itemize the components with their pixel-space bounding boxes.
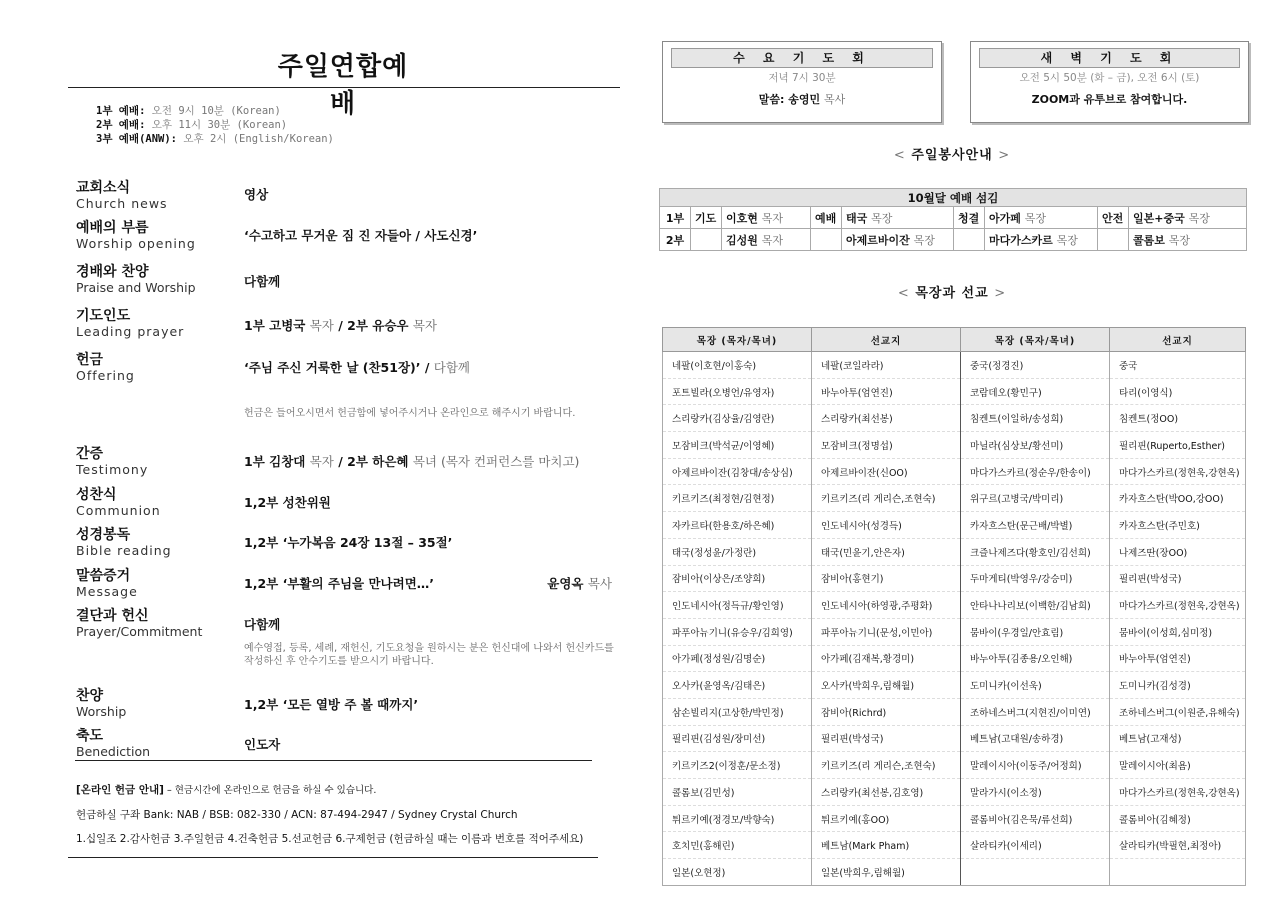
- table-row: [663, 832, 1246, 859]
- table-cell: 도미니카(이선욱): [961, 672, 1110, 699]
- table-row: [663, 752, 1246, 779]
- table-cell: 파푸아뉴기니(문성,이민아): [812, 618, 961, 645]
- table-cell: 인도네시아(성경득): [812, 512, 961, 539]
- table-cell: 키르키즈(리 게리슨,조현숙): [812, 752, 961, 779]
- table-cell: 카자흐스탄(문근배/박별): [961, 512, 1110, 539]
- table-cell: 베트남(고대원/송하경): [961, 725, 1110, 752]
- online-giving: [온라인 헌금 안내] – 현금시간에 온라인으로 헌금을 하실 수 있습니다. 헌금하실 구좌 Bank: NAB / BSB: 082-330 / ACN: 87-494-2947 / Sydney Crystal Church 1.십일조 2.감사헌금 3.주일헌금 4.건축헌금 5.선교헌금 6.구제헌금 (헌금하실 때는 이름과 번호를 적어주세요): [76, 784, 584, 845]
- table-cell: 말레이시아(최욤): [1110, 752, 1246, 779]
- table-cell: 바누아투(엄연진): [1110, 645, 1246, 672]
- table-cell: 인도네시아(정득규/황인영): [663, 592, 812, 619]
- table-cell: 중국: [1110, 352, 1246, 379]
- offering-note: 헌금은 들어오시면서 헌금함에 넣어주시거나 온라인으로 해주시기 바랍니다.: [244, 408, 576, 419]
- table-cell: 말라가시(이소정): [961, 779, 1110, 806]
- table-cell: [961, 859, 1110, 886]
- table-cell: 태국(정성윤/가정란): [663, 538, 812, 565]
- table-row: [663, 725, 1246, 752]
- table-cell: 태국(민윤기,안은자): [812, 538, 961, 565]
- table-cell: 카자흐스탄(주민호): [1110, 512, 1246, 539]
- table-cell: 크즐나제즈다(황호인/김선희): [961, 538, 1110, 565]
- table-cell: 안타나나리보(이백한/김남희): [961, 592, 1110, 619]
- table-cell: 뭄바이(이성희,심미정): [1110, 618, 1246, 645]
- table-row: 1부 기도 이호현 목자 예배 태국 목장 청결 아가페 목장 안전 일본+중국 목장: [660, 207, 1247, 229]
- table-row: 2부 김성원 목자 아제르바이잔 목장 마다가스카르 목장 콜롬보 목장: [660, 229, 1247, 251]
- table-cell: 베트남(고재성): [1110, 725, 1246, 752]
- table-cell: 바누아투(엄연진): [812, 378, 961, 405]
- table-row: [663, 592, 1246, 619]
- divider: [75, 760, 592, 761]
- table-row: [663, 698, 1246, 725]
- table-cell: 네팔(코일라라): [812, 352, 961, 379]
- table-cell: 아제르바이잔(김창대/송상심): [663, 458, 812, 485]
- table-cell: 마다가스카르(정순우/한송이): [961, 458, 1110, 485]
- table-cell: 중국(정경진): [961, 352, 1110, 379]
- column-header: 선교지: [812, 328, 961, 352]
- table-cell: 오사카(박희우,림해월): [812, 672, 961, 699]
- wednesday-prayer-box: 수 요 기 도 회 저녁 7시 30분 말씀: 송영민 목사: [662, 41, 942, 123]
- table-cell: 모잠비크(박석균/이영혜): [663, 432, 812, 459]
- table-cell: 파푸아뉴기니(유승우/김희영): [663, 618, 812, 645]
- table-cell: 포트빌라(오병언/유영자): [663, 378, 812, 405]
- table-row: [663, 779, 1246, 806]
- table-row: [663, 485, 1246, 512]
- table-cell: [1110, 859, 1246, 886]
- table-cell: 키르키즈2(이정훈/문소정): [663, 752, 812, 779]
- table-cell: 스리랑카(최선봉): [812, 405, 961, 432]
- table-cell: 콜롬비아(김은묵/류선희): [961, 805, 1110, 832]
- table-cell: 살라티카(이세리): [961, 832, 1110, 859]
- table-cell: 뭄바이(우경일/안효림): [961, 618, 1110, 645]
- table-row: [663, 352, 1246, 379]
- table-cell: 잠비아(홍현기): [812, 565, 961, 592]
- mission-table: [662, 327, 1246, 886]
- table-row: [663, 512, 1246, 539]
- table-cell: 필리핀(박성국): [1110, 565, 1246, 592]
- service-table-caption: 10월달 예배 섬김: [660, 189, 1247, 207]
- preacher: 윤영옥 목사: [547, 576, 612, 591]
- table-cell: 삼손빌리지(고상한/박민정): [663, 698, 812, 725]
- table-row: [663, 618, 1246, 645]
- service-table: [659, 188, 1247, 251]
- table-cell: 튀르키예(홍OO): [812, 805, 961, 832]
- table-cell: 타리(이영식): [1110, 378, 1246, 405]
- page-title: 주일연합예배: [277, 52, 409, 119]
- table-cell: 마다가스카르(정현욱,강현옥): [1110, 779, 1246, 806]
- table-cell: 키르키즈(최정현/김현정): [663, 485, 812, 512]
- table-cell: 조하네스버그(이원준,유해숙): [1110, 698, 1246, 725]
- table-cell: 두마게티(박영우/강승미): [961, 565, 1110, 592]
- table-cell: 아제르바이잔(신OO): [812, 458, 961, 485]
- table-cell: 일본(박희우,림해월): [812, 859, 961, 886]
- table-cell: 키르키즈(리 게리슨,조현숙): [812, 485, 961, 512]
- table-cell: 침켄트(정OO): [1110, 405, 1246, 432]
- table-cell: 일본(오현정): [663, 859, 812, 886]
- table-cell: 카자흐스탄(박OO,강OO): [1110, 485, 1246, 512]
- table-row: [663, 805, 1246, 832]
- dawn-prayer-title: 새 벽 기 도 회: [979, 48, 1240, 68]
- divider: [68, 857, 598, 858]
- column-header: 선교지: [1110, 328, 1246, 352]
- table-row: [663, 645, 1246, 672]
- table-cell: 콜롬비아(김혜정): [1110, 805, 1246, 832]
- table-cell: 튀르키예(정경모/박향숙): [663, 805, 812, 832]
- service-heading: < 주일봉사안내 >: [893, 148, 1011, 163]
- table-cell: 마다가스카르(정현욱,강현옥): [1110, 592, 1246, 619]
- table-cell: 네팔(이호현/이홍숙): [663, 352, 812, 379]
- divider: [68, 87, 620, 88]
- table-cell: 필리핀(박성국): [812, 725, 961, 752]
- table-row: [663, 405, 1246, 432]
- table-cell: 스리랑카(김상율/김영란): [663, 405, 812, 432]
- table-cell: 바누아투(김종용/오인해): [961, 645, 1110, 672]
- table-cell: 호치민(홍해린): [663, 832, 812, 859]
- table-cell: 필리핀(Ruperto,Esther): [1110, 432, 1246, 459]
- table-cell: 오사카(윤영옥/김태은): [663, 672, 812, 699]
- table-cell: 잠비아(Richrd): [812, 698, 961, 725]
- table-cell: 인도네시아(하영광,주평화): [812, 592, 961, 619]
- table-cell: 코람데오(황민구): [961, 378, 1110, 405]
- wednesday-prayer-title: 수 요 기 도 회: [671, 48, 933, 68]
- table-cell: 마닐라(심상보/황선미): [961, 432, 1110, 459]
- table-cell: 조하네스버그(지현진/이미연): [961, 698, 1110, 725]
- dawn-prayer-box: 새 벽 기 도 회 오전 5시 50분 (화 – 금), 오전 6시 (토) ZOOM과 유투브로 참여합니다.: [970, 41, 1249, 123]
- table-cell: 아가페(김재복,황경미): [812, 645, 961, 672]
- table-row: [663, 565, 1246, 592]
- table-row: [663, 672, 1246, 699]
- table-cell: 나제즈딴(장OO): [1110, 538, 1246, 565]
- table-cell: 아가페(정성원/김명순): [663, 645, 812, 672]
- table-cell: 도미니카(김성경): [1110, 672, 1246, 699]
- service-time-1: 1부 예배: 오전 9시 10분 (Korean): [96, 105, 281, 117]
- service-times: [96, 104, 334, 146]
- table-cell: 위구르(고병국/박미리): [961, 485, 1110, 512]
- service-time-3: 3부 예배(ANW): 오후 2시 (English/Korean): [96, 133, 334, 145]
- table-cell: 마다가스카르(정현욱,강현옥): [1110, 458, 1246, 485]
- table-row: [663, 378, 1246, 405]
- table-row: [663, 432, 1246, 459]
- service-time-2: 2부 예배: 오후 11시 30분 (Korean): [96, 119, 288, 131]
- table-row: [663, 458, 1246, 485]
- column-header: 목장 (목자/목녀): [961, 328, 1110, 352]
- mission-heading: < 목장과 선교 >: [897, 286, 1007, 301]
- commitment-note: 예수영접, 등록, 세례, 재헌신, 기도요청을 원하시는 분은 헌신대에 나와서 헌신카드를 작성하신 후 안수기도를 받으시기 바랍니다.: [244, 643, 614, 667]
- column-header: 목장 (목자/목녀): [663, 328, 812, 352]
- table-cell: 스리랑카(최선봉,김호영): [812, 779, 961, 806]
- table-cell: 살라티카(박필현,최정아): [1110, 832, 1246, 859]
- table-cell: 자카르타(한용호/하은혜): [663, 512, 812, 539]
- table-cell: 필리핀(김성원/장미선): [663, 725, 812, 752]
- table-cell: 베트남(Mark Pham): [812, 832, 961, 859]
- table-cell: 말레이시아(이동주/어정희): [961, 752, 1110, 779]
- table-row: [663, 859, 1246, 886]
- table-cell: 콜롬보(김민성): [663, 779, 812, 806]
- table-row: [663, 538, 1246, 565]
- table-cell: 침켄트(이일하/송성희): [961, 405, 1110, 432]
- table-cell: 잠비아(이상은/조양희): [663, 565, 812, 592]
- table-cell: 모잠비크(정명섭): [812, 432, 961, 459]
